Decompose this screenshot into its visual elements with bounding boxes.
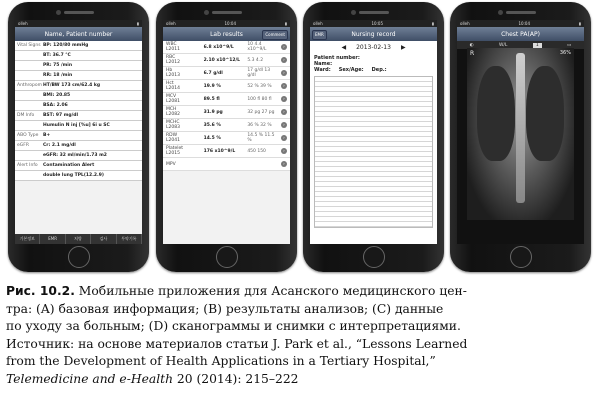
row-value: Humulin N inj [%u] 6i u SC [43, 123, 110, 128]
lab-list [163, 41, 290, 171]
row-value: BMI: 20.85 [43, 93, 71, 98]
row-value: eGFR: 32 ml/min/1.73 m2 [43, 153, 107, 158]
screen-nursing-record [310, 20, 437, 244]
lab-value: 19.9 % [203, 83, 221, 89]
row-label [17, 93, 43, 98]
screen-lab-results [163, 20, 290, 244]
row-label: Vital Signs [17, 43, 41, 48]
lab-value: 6.7 g/dl [203, 70, 223, 76]
row-label [17, 103, 43, 108]
row-label [17, 63, 43, 68]
lab-value: 89.5 fl [203, 96, 220, 102]
speaker-icon [64, 11, 94, 14]
status-bar [457, 20, 584, 27]
window-level-label[interactable]: W/L [498, 42, 508, 48]
lab-test-name: Platelet [166, 146, 184, 151]
screen-basic-info [15, 20, 142, 244]
info-row[interactable] [15, 51, 142, 61]
record-date: 2013-02-13 [356, 44, 391, 51]
lab-code: L2015 [166, 151, 180, 156]
lab-code: L2014 [166, 86, 180, 91]
speaker-icon [212, 11, 242, 14]
row-value: Cr: 2.1 mg/dl [43, 143, 76, 148]
row-label [17, 123, 43, 128]
title-bar [457, 27, 584, 41]
screen-title: Lab results [210, 30, 243, 38]
row-value: BSA: 2.06 [43, 103, 68, 108]
contrast-icon[interactable]: ◐ [469, 42, 474, 48]
carrier-label: olleh [18, 21, 28, 26]
row-value: HT/BW 173 cm/62.4 kg [43, 83, 101, 88]
lab-code: L2083 [166, 125, 180, 130]
row-label [17, 153, 43, 158]
info-row[interactable] [15, 171, 142, 181]
row-label: DM Info [17, 113, 35, 118]
spine [516, 53, 525, 203]
patient-header [310, 54, 437, 74]
lab-row[interactable] [163, 80, 290, 93]
lab-row[interactable] [163, 158, 290, 171]
patient-number-label: Patient number: [314, 55, 360, 61]
row-value: BST: 97 mg/dl [43, 113, 79, 118]
row-label: ABO Type [17, 133, 39, 138]
page-indicator: 1 [533, 43, 542, 48]
caption-line-5: from the Development of Health Applications in a Tertiary Hospital,” [6, 354, 436, 369]
lab-test-name: MCH [166, 107, 177, 112]
lab-code: L2081 [166, 99, 180, 104]
speaker-icon [359, 11, 389, 14]
ruler-icon[interactable]: ▭ [567, 42, 572, 48]
emr-button[interactable]: EMR [312, 30, 327, 40]
lab-range: 14.5 % 11.5 % [247, 133, 275, 143]
tab-item[interactable]: 검사 [91, 234, 116, 244]
figure-caption [6, 283, 596, 389]
phone-c [303, 2, 444, 272]
row-value: BP: 120/80 mmHg [43, 43, 89, 48]
info-row[interactable] [15, 151, 142, 161]
info-row[interactable] [15, 101, 142, 111]
side-marker: R [470, 50, 475, 57]
row-label [17, 53, 43, 58]
row-label: eGFR [17, 143, 29, 148]
lab-value: 31.9 pg [203, 109, 223, 115]
lab-row[interactable] [163, 132, 290, 145]
camera-icon [56, 10, 61, 15]
info-row[interactable] [15, 71, 142, 81]
lab-code: L2011 [166, 47, 180, 52]
lab-code: L2012 [166, 60, 180, 65]
lab-value: 35.6 % [203, 122, 221, 128]
chevron-right-icon[interactable]: › [281, 96, 287, 102]
lab-code: L2082 [166, 112, 180, 117]
chevron-right-icon[interactable]: › [281, 109, 287, 115]
info-row[interactable] [15, 61, 142, 71]
sex-age-label: Sex/Age: [338, 67, 364, 73]
lab-range: 10 4.4 x10^9/L [247, 42, 267, 52]
lab-row[interactable] [163, 119, 290, 132]
lab-name [166, 42, 200, 52]
lab-name [166, 133, 200, 143]
chevron-right-icon[interactable]: › [281, 44, 287, 50]
chevron-right-icon[interactable]: › [281, 70, 287, 76]
lab-range: 5.3 4.2 [247, 57, 264, 63]
status-bar [163, 20, 290, 27]
chevron-right-icon[interactable]: › [281, 161, 287, 167]
tab-item[interactable]: 처방 [66, 234, 91, 244]
lab-test-name: WBC [166, 42, 177, 47]
prev-date-icon[interactable]: ◀ [341, 44, 347, 51]
screen-title: Chest PA(AP) [501, 30, 540, 38]
row-label [17, 73, 43, 78]
lab-name [166, 120, 200, 130]
lab-test-name: MCHC [166, 120, 180, 125]
lab-range: 52 % 39 % [247, 83, 272, 89]
home-button[interactable] [68, 246, 90, 268]
info-row[interactable] [15, 81, 142, 91]
lab-value: 2.10 x10^12/L [203, 57, 241, 63]
info-row[interactable] [15, 161, 142, 171]
tab-bar [15, 234, 142, 244]
journal-name: Telemedicine and e-Health [6, 371, 173, 386]
carrier-label: olleh [460, 21, 470, 26]
info-row[interactable] [15, 91, 142, 101]
lab-name [166, 162, 200, 167]
next-date-icon[interactable]: ▶ [400, 44, 406, 51]
info-row[interactable] [15, 141, 142, 151]
row-value: B+ [43, 133, 51, 138]
lab-name [166, 81, 200, 91]
lab-value: 176 x10^9/L [203, 148, 236, 154]
home-button[interactable] [216, 246, 238, 268]
clock: 10:04 [518, 21, 530, 26]
camera-icon [204, 10, 209, 15]
lab-row[interactable] [163, 41, 290, 54]
row-value: RR: 18 /min [43, 73, 73, 78]
caption-line-1: Мобильные приложения для Асанского медицинского цен- [74, 284, 467, 298]
lab-name [166, 107, 200, 117]
tab-item[interactable]: EMR [40, 234, 65, 244]
row-label: Alert Info [17, 163, 38, 168]
clock: 10:04 [224, 21, 236, 26]
comment-button[interactable]: Comment [262, 30, 288, 40]
lab-test-name: RBC [166, 55, 176, 60]
lab-test-name: MPV [166, 161, 176, 167]
row-value: Contamination Alert [43, 163, 95, 168]
camera-icon [351, 10, 356, 15]
lab-range: 32 pg 27 pg [247, 109, 275, 115]
lab-range: 450 150 [247, 148, 266, 154]
lab-row[interactable] [163, 145, 290, 158]
screen-xray [457, 20, 584, 244]
phone-b [156, 2, 297, 272]
lab-name [166, 94, 200, 104]
vitals-list [15, 41, 142, 181]
caption-line-6: 20 (2014): 215–222 [173, 371, 299, 386]
screen-title: Nursing record [351, 30, 396, 38]
info-row[interactable] [15, 121, 142, 131]
row-label [17, 173, 43, 178]
carrier-label: olleh [166, 21, 176, 26]
tab-item[interactable]: 투약기록 [117, 234, 142, 244]
row-value: BT: 36.7 °C [43, 53, 71, 58]
lab-value: 14.5 % [203, 135, 221, 141]
home-button[interactable] [363, 246, 385, 268]
row-value: double lung TPL(12.2.9) [43, 173, 104, 178]
speaker-icon [506, 11, 536, 14]
chest-xray-image[interactable] [467, 48, 574, 220]
name-label: Name: [314, 61, 333, 67]
lab-range: 17 g/dl 13 g/dl [247, 68, 271, 78]
battery-icon: ▮ [578, 21, 581, 26]
ward-label: Ward: [314, 67, 331, 73]
ward-row [314, 67, 433, 73]
row-value: PR: 75 /min [43, 63, 73, 68]
lab-test-name: MCV [166, 94, 177, 99]
info-row[interactable] [15, 41, 142, 51]
lab-row[interactable] [163, 106, 290, 119]
lab-name [166, 55, 200, 65]
lab-test-name: Hb [166, 68, 173, 73]
chevron-right-icon[interactable]: › [281, 135, 287, 141]
lab-test-name: RDW [166, 133, 178, 138]
battery-icon: ▮ [136, 21, 139, 26]
row-label: Anthropom [17, 83, 43, 88]
home-button[interactable] [510, 246, 532, 268]
title-bar [310, 27, 437, 41]
lab-range: 100 fl 80 fl [247, 96, 272, 102]
lab-range: 36 % 32 % [247, 122, 272, 128]
chevron-right-icon[interactable]: › [281, 57, 287, 63]
title-bar [15, 27, 142, 41]
right-lung [526, 66, 564, 161]
lab-name [166, 146, 200, 156]
lab-row[interactable] [163, 93, 290, 106]
status-bar [310, 20, 437, 27]
info-row[interactable] [15, 111, 142, 121]
left-lung [477, 66, 515, 161]
chevron-right-icon[interactable]: › [281, 83, 287, 89]
figure-label: Рис. 10.2. [6, 284, 75, 298]
title-bar [163, 27, 290, 41]
lab-test-name: Hct [166, 81, 174, 86]
lab-name [166, 68, 200, 78]
caption-line-2: тра: (A) базовая информация; (B) результаты анализов; (C) данные [6, 301, 444, 316]
info-row[interactable] [15, 131, 142, 141]
battery-icon: ▮ [284, 21, 287, 26]
chevron-right-icon[interactable]: › [281, 122, 287, 128]
lab-row[interactable] [163, 54, 290, 67]
zoom-level: 36% [559, 50, 571, 56]
caption-line-3: по уходу за больным; (D) сканограммы и снимки с интерпретациями. [6, 319, 461, 334]
phone-d [450, 2, 591, 272]
phone-a [8, 2, 149, 272]
camera-icon [498, 10, 503, 15]
tab-item[interactable]: 기본정보 [15, 234, 40, 244]
nursing-notes [314, 76, 433, 228]
carrier-label: olleh [313, 21, 323, 26]
lab-code: L2041 [166, 138, 180, 143]
date-picker [310, 41, 437, 54]
battery-icon: ▮ [431, 21, 434, 26]
lab-row[interactable] [163, 67, 290, 80]
lab-code: L2013 [166, 73, 180, 78]
screen-title: Name, Patient number [44, 30, 113, 38]
caption-line-4: Источник: на основе материалов статьи J. Park et al., “Lessons Learned [6, 336, 468, 351]
lab-value: 6.8 x10^9/L [203, 44, 234, 50]
clock: 10:05 [371, 21, 383, 26]
status-bar [15, 20, 142, 27]
chevron-right-icon[interactable]: › [281, 148, 287, 154]
dep-label: Dep.: [371, 67, 387, 73]
